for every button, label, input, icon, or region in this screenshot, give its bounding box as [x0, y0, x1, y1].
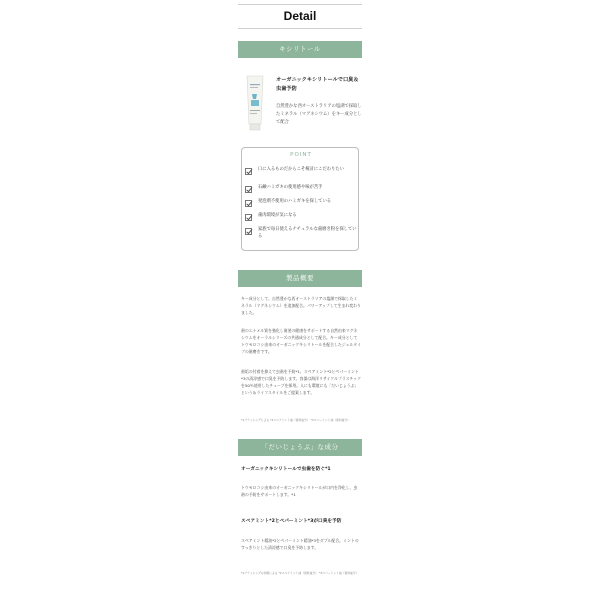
- checkbox-icon: [245, 186, 252, 193]
- ingredient-body-2: スペアミント精油*2とペパーミント精油*3をダブル配合。ミントのすっきりとした清涼感で口臭を予防します。: [241, 538, 359, 550]
- title-divider: [238, 28, 362, 29]
- product-tube-image: [241, 74, 269, 132]
- overview-footnote: *1ブラッシングによる *2スペアミント油（香料成分） *3ペパーミント油（香料成分）: [241, 418, 351, 422]
- overview-paragraph-3: 歯垢の付着を抑えて虫歯を予防*1。スペアミント*2とペパーミント*3の清涼感で口臭を予防します。容器は海洋リサイクルプラスチックを50％使用したチューブを採用。人にも環境にも「だいじょうぶ」という＆ライフスタイルをご提案します。: [241, 369, 361, 395]
- checkbox-icon: [245, 200, 252, 207]
- ingredient-heading-1: オーガニックキシリトールで虫歯を防ぐ*1: [241, 467, 331, 472]
- page-title: Detail: [283, 9, 317, 23]
- feature-description: 自然豊かな西オーストラリアの塩湖で採取したミネラル（マグネシウム）をキー成分として配合: [276, 104, 362, 125]
- overview-paragraph-1: キー成分として、自然豊かな西オーストラリアの塩湖で採取したミネラル（マグネシウム）を追加配合。パワーアップして生まれ変わりました。: [241, 296, 361, 315]
- section-band-ingredients: 「だいじょうぶ」な成分: [238, 439, 362, 456]
- overview-paragraph-2: 歯のエナメル質を強化し歯茎の健康をサポートする自然由来マグネシウムをオーラルシリーズの共通成分として配合。キー成分としてトウモロコシ由来のオーガニックキシリトールを配合したジェルタイプの歯磨きです。: [241, 328, 361, 354]
- point-title: POINT: [290, 152, 312, 158]
- checkbox-icon: [245, 214, 252, 221]
- checkbox-icon: [245, 228, 252, 235]
- feature-title: オーガニックキシリトールで口臭＆虫歯予防: [276, 77, 359, 92]
- ingredient-body-1: トウモロコシ由来のオーガニックキシリトールが口内を浄化し、虫歯の予防をサポートします。*1: [241, 485, 358, 497]
- ingredients-footnote: *1ブラッシングの効果による *2スペアミント油（香料成分） *3ペパーミント油（香料成分）: [241, 571, 359, 575]
- section-band-xylitol: キシリトール: [238, 41, 362, 58]
- ingredient-heading-2: スペアミント*2とペパーミント*3が口臭を予防: [241, 519, 342, 524]
- top-divider: [238, 4, 362, 5]
- section-band-overview: 製品概要: [238, 270, 362, 287]
- checkbox-icon: [245, 168, 252, 175]
- point-box: POINT 口に入るものだからこそ検討にこだわりたい 石鹸ハミガキの使用感や味が苦手 発泡剤不使用のハミガキを探している 歯肉環境が気になる 家族で毎日使えるナチュラルな歯磨き粉を探している: [241, 147, 359, 251]
